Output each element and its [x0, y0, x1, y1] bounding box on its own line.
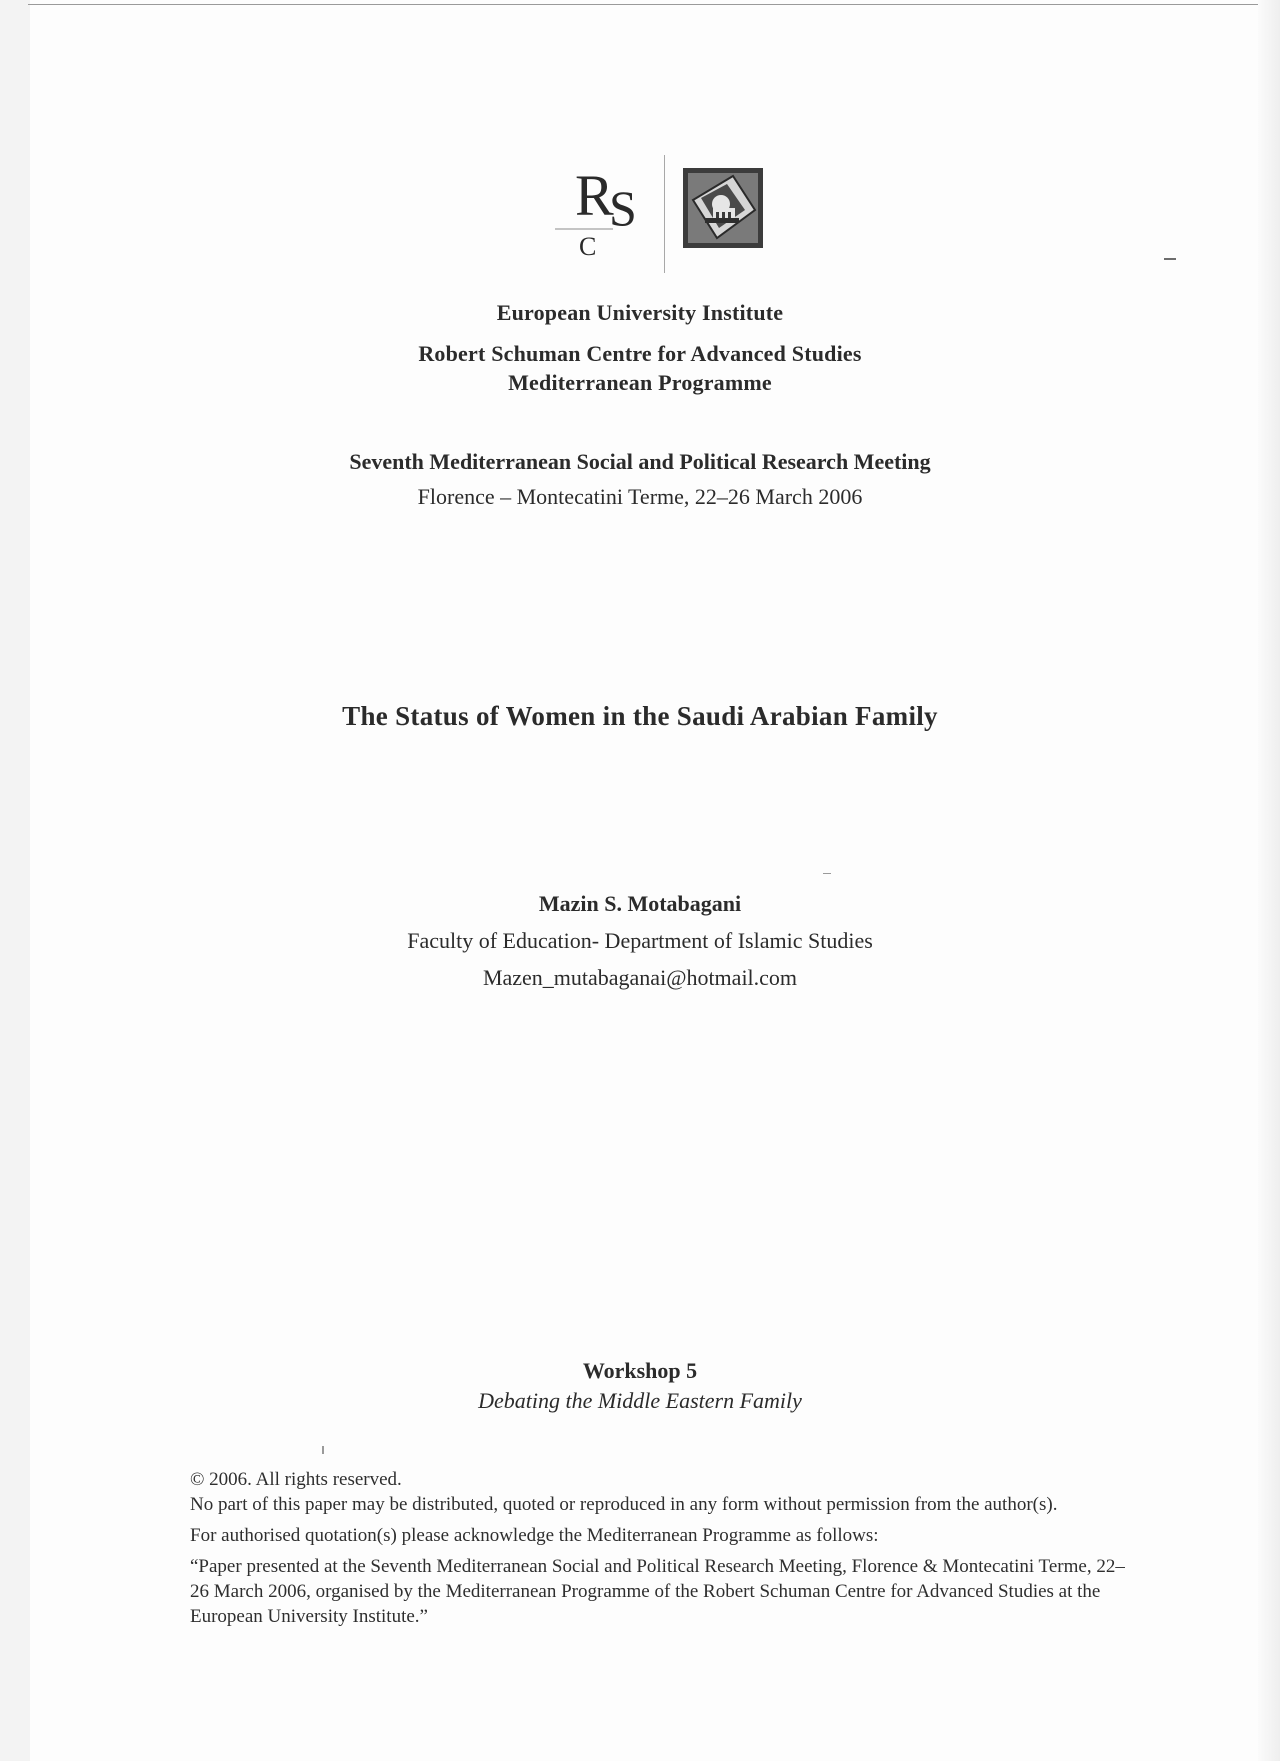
author-affiliation: Faculty of Education- Department of Islamic Studies — [407, 928, 873, 953]
workshop-label: Workshop 5 — [582, 1358, 698, 1383]
copyright-line: © 2006. All rights reserved. — [190, 1469, 402, 1490]
svg-text:S: S — [609, 180, 637, 236]
citation-text: “Paper presented at the Seventh Mediterranean Social and Political Research Meeting, Florence & Montecatini Terme, 22–26 March 2006, organised by the Mediterranean Programme of the Robert Schuman Centre for Advanced Studies at the European University Institute.” — [190, 1556, 1125, 1627]
scan-speck — [1164, 258, 1176, 260]
rsc-monogram-logo — [555, 155, 655, 265]
rsc-logo — [555, 155, 765, 275]
paper-title: The Status of Women in the Saudi Arabian Family — [342, 701, 938, 731]
scan-left-margin — [0, 0, 30, 1761]
meeting-location-date: Florence – Montecatini Terme, 22–26 March 2006 — [417, 484, 863, 509]
svg-text:R: R — [575, 163, 614, 228]
author-name: Mazin S. Motabagani — [538, 891, 742, 916]
scan-speck — [823, 873, 831, 874]
logo-divider — [664, 155, 665, 273]
institute-name: European University Institute — [496, 300, 784, 325]
centre-name: Robert Schuman Centre for Advanced Studies — [418, 341, 862, 366]
quotation-instruction: For authorised quotation(s) please acknowledge the Mediterranean Programme as follows: — [190, 1525, 879, 1546]
meeting-title: Seventh Mediterranean Social and Political Research Meeting — [349, 449, 931, 474]
rights-notice: No part of this paper may be distributed, quoted or reproduced in any form without permission from the author(s). — [190, 1494, 1058, 1515]
author-email: Mazen_mutabaganai@hotmail.com — [482, 965, 798, 990]
workshop-theme: Debating the Middle Eastern Family — [478, 1388, 802, 1413]
svg-text:C: C — [579, 232, 597, 261]
scan-speck — [322, 1446, 324, 1454]
scan-top-edge — [28, 0, 1258, 5]
scan-right-margin — [1258, 0, 1280, 1761]
copyright-notice — [190, 1467, 1125, 1629]
programme-name: Mediterranean Programme — [508, 370, 772, 395]
eui-emblem-icon — [683, 168, 763, 248]
